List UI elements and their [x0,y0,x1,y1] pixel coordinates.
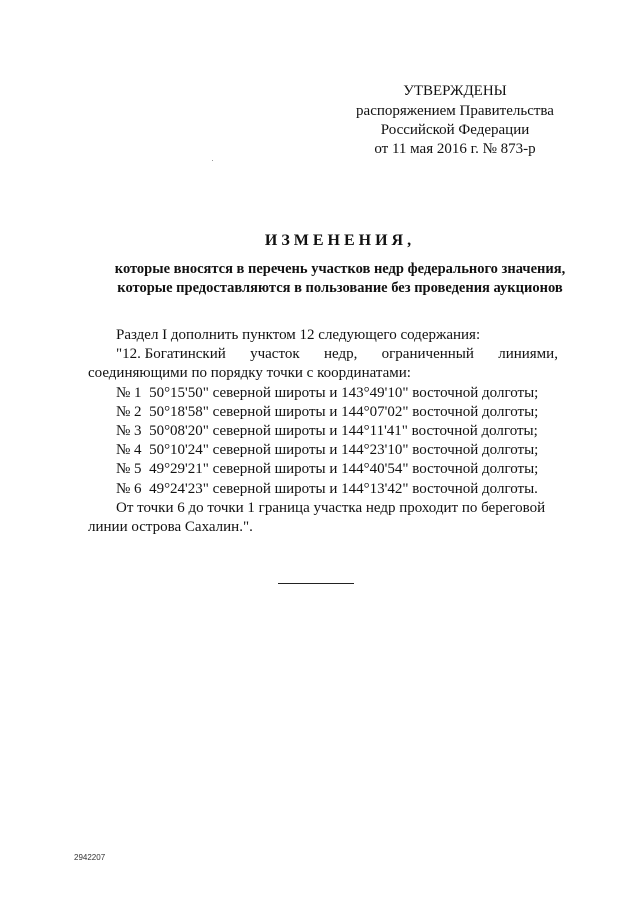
item-word: линиями, [498,346,558,363]
point-number: № 5 [116,461,142,478]
latitude-text: северной широты и [212,423,338,440]
longitude-text: восточной долготы; [412,461,539,478]
latitude-text: северной широты и [212,461,338,478]
longitude-value: 144°13'42" [341,480,409,497]
latitude-text: северной широты и [212,480,338,497]
coordinate-row [88,441,558,460]
subtitle-line-1: которые вносятся в перечень участков недр федерального значения, [114,261,566,277]
longitude-value: 143°49'10" [341,384,409,401]
item-word: ограниченный [381,346,474,363]
coordinate-row [88,384,558,403]
longitude-text: восточной долготы; [412,403,539,420]
latitude-value: 49°24'23" [149,480,209,497]
approval-line-2: Российской Федерации [380,122,530,138]
scan-speck [212,160,213,161]
latitude-value: 50°08'20" [149,423,209,440]
point-number: № 4 [116,442,142,459]
item-second-line: соединяющими по порядку точки с координатами: [88,365,411,382]
subtitle-line-2: которые предоставляются в пользование без проведения аукционов [117,280,563,296]
document-subtitle [60,260,620,298]
latitude-text: северной широты и [212,384,338,401]
approval-heading: УТВЕРЖДЕНЫ [403,83,507,99]
longitude-text: восточной долготы. [412,480,538,497]
closing-line-1: От точки 6 до точки 1 граница участка недр проходит по береговой [116,499,546,516]
approval-block [340,82,570,159]
coordinate-row [88,422,558,441]
document-title: ИЗМЕНЕНИЯ, [264,232,416,249]
longitude-text: восточной долготы; [412,384,539,401]
approval-line-3: от 11 мая 2016 г. № 873-р [374,141,536,157]
end-divider [278,583,354,584]
coordinate-row [88,480,558,499]
approval-line-1: распоряжением Правительства [356,103,554,119]
closing-line-2: линии острова Сахалин.". [88,519,253,536]
longitude-value: 144°07'02" [341,403,409,420]
latitude-value: 50°10'24" [149,442,209,459]
point-number: № 2 [116,403,142,420]
coordinate-row [88,460,558,479]
document-code: 2942207 [74,853,106,862]
longitude-text: восточной долготы; [411,423,538,440]
item-word: "12. Богатинский [116,346,226,363]
longitude-value: 144°11'41" [341,423,408,440]
longitude-value: 144°23'10" [341,442,409,459]
intro-paragraph: Раздел I дополнить пунктом 12 следующего содержания: [116,327,481,343]
coordinate-row [88,403,558,422]
latitude-text: северной широты и [212,442,338,459]
point-number: № 1 [116,384,142,401]
longitude-text: восточной долготы; [412,442,539,459]
point-number: № 3 [116,423,142,440]
latitude-value: 49°29'21" [149,461,209,478]
document-body [88,326,558,537]
latitude-text: северной широты и [212,403,338,420]
latitude-value: 50°15'50" [149,384,209,401]
item-word: недр, [323,346,358,363]
latitude-value: 50°18'58" [149,403,209,420]
item-first-line [88,345,558,364]
point-number: № 6 [116,480,142,497]
item-word: участок [250,346,300,363]
longitude-value: 144°40'54" [341,461,409,478]
